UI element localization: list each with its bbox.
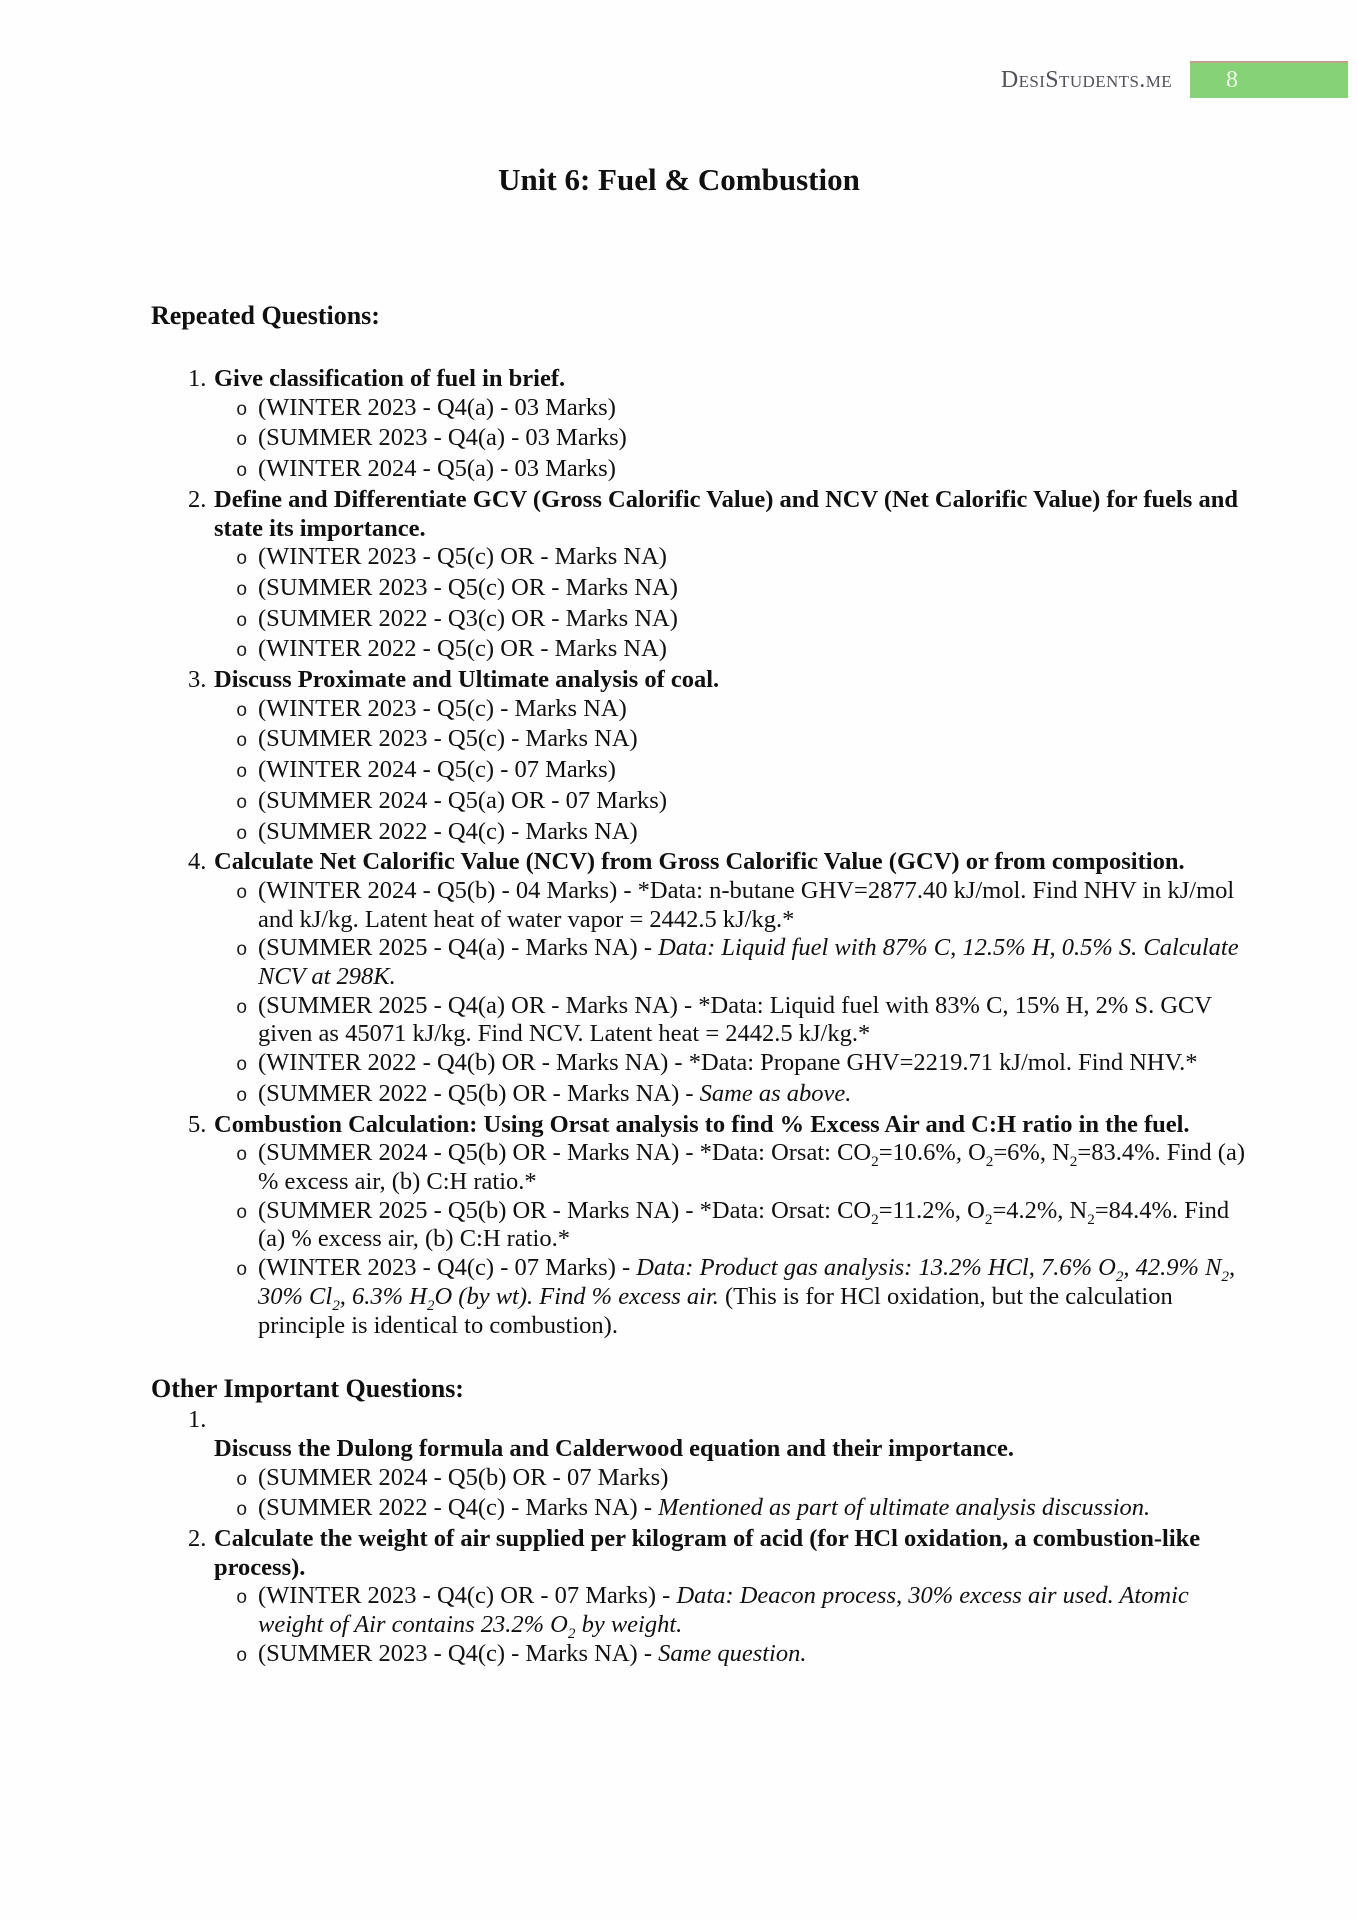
bullet-text-segment: (SUMMER 2023 - Q4(c) - Marks NA) - bbox=[258, 1639, 659, 1667]
bullet-text bbox=[258, 574, 1250, 603]
bullet-text-segment: Mentioned as part of ultimate analysis discussion. bbox=[658, 1494, 1151, 1522]
question-number: 3. bbox=[188, 666, 207, 694]
bullet-text bbox=[258, 543, 1250, 572]
exam-occurrence bbox=[214, 818, 1250, 849]
exam-occurrence bbox=[214, 1080, 1250, 1111]
circle-bullet-icon: o bbox=[236, 460, 248, 483]
bullet-text bbox=[258, 1139, 1250, 1196]
bullet-text-segment: (SUMMER 2022 - Q4(c) - Marks NA) bbox=[258, 817, 638, 845]
question-number: 2. bbox=[188, 1525, 207, 1553]
circle-bullet-icon: o bbox=[236, 1054, 248, 1077]
question-text: Calculate Net Calorific Value (NCV) from Gross Calorific Value (GCV) or from composition. bbox=[214, 848, 1185, 876]
exam-occurrence bbox=[214, 1464, 1250, 1495]
question-section bbox=[0, 300, 1358, 1340]
question-item bbox=[188, 1406, 1250, 1525]
circle-bullet-icon: o bbox=[236, 1499, 248, 1522]
bullet-text-segment: (SUMMER 2025 - Q5(b) OR - Marks NA) - *Data: Orsat: $CO_2=11.2\%$, $O_2=4.2\%$, $N_2=84.4\%$. Find (a) % excess air, (b) C:H ratio.* bbox=[258, 1196, 1230, 1253]
exam-occurrence bbox=[214, 605, 1250, 636]
circle-bullet-icon: o bbox=[236, 881, 248, 904]
bullet-text-segment: (SUMMER 2022 - Q3(c) OR - Marks NA) bbox=[258, 604, 678, 632]
bullet-text-segment: (WINTER 2023 - Q5(c) - Marks NA) bbox=[258, 694, 627, 722]
bullet-text-segment: (SUMMER 2022 - Q5(b) OR - Marks NA) - bbox=[258, 1079, 700, 1107]
exam-occurrence bbox=[214, 574, 1250, 605]
site-name: DesiStudents.me bbox=[1000, 67, 1172, 93]
question-list bbox=[0, 1406, 1358, 1670]
exam-occurrence bbox=[214, 635, 1250, 666]
question-body bbox=[214, 666, 1250, 848]
bullet-text bbox=[258, 635, 1250, 664]
bullet-text bbox=[258, 424, 1250, 453]
question-body bbox=[214, 1111, 1250, 1341]
bullet-text-segment: (SUMMER 2023 - Q4(a) - 03 Marks) bbox=[258, 424, 627, 452]
bullet-text-segment: (SUMMER 2023 - Q5(c) - Marks NA) bbox=[258, 725, 638, 753]
question-number: 1. bbox=[188, 1406, 207, 1434]
bullet-text-segment: (SUMMER 2023 - Q5(c) OR - Marks NA) bbox=[258, 573, 678, 601]
circle-bullet-icon: o bbox=[236, 791, 248, 814]
exam-occurrence bbox=[214, 424, 1250, 455]
question-text: Combustion Calculation: Using Orsat analysis to find % Excess Air and C:H ratio in the fuel. bbox=[214, 1110, 1190, 1138]
bullet-text bbox=[258, 756, 1250, 785]
circle-bullet-icon: o bbox=[236, 429, 248, 452]
question-body bbox=[214, 848, 1250, 1110]
exam-occurrence bbox=[214, 455, 1250, 486]
exam-occurrence bbox=[214, 1139, 1250, 1196]
bullet-text bbox=[258, 877, 1250, 934]
bullet-text bbox=[258, 394, 1250, 423]
bullet-text bbox=[258, 605, 1250, 634]
bullet-text bbox=[258, 1254, 1250, 1340]
circle-bullet-icon: o bbox=[236, 1587, 248, 1610]
bullet-text bbox=[258, 725, 1250, 754]
circle-bullet-icon: o bbox=[236, 1468, 248, 1491]
exam-occurrence bbox=[214, 756, 1250, 787]
bullet-text bbox=[258, 695, 1250, 724]
question-number: 1. bbox=[188, 365, 207, 392]
bullet-text-segment: (SUMMER 2024 - Q5(a) OR - 07 Marks) bbox=[258, 786, 667, 814]
question-item bbox=[188, 1111, 1250, 1341]
exam-occurrence bbox=[214, 1582, 1250, 1643]
question-number: 4. bbox=[188, 848, 207, 876]
question-text: Calculate the weight of air supplied per kilogram of acid (for HCl oxidation, a combustion-like process). bbox=[214, 1525, 1201, 1581]
question-body bbox=[214, 1525, 1250, 1671]
circle-bullet-icon: o bbox=[236, 761, 248, 784]
bullet-text-segment: (WINTER 2023 - Q4(a) - 03 Marks) bbox=[258, 393, 616, 421]
bullet-text bbox=[258, 787, 1250, 816]
bullet-text-segment: (SUMMER 2025 - Q4(a) - Marks NA) - bbox=[258, 934, 659, 962]
exam-occurrence bbox=[214, 787, 1250, 818]
circle-bullet-icon: o bbox=[236, 398, 248, 421]
sections-container bbox=[0, 300, 1358, 1671]
bullet-text-segment: (WINTER 2024 - Q5(b) - 04 Marks) - *Data: n-butane GHV=2877.40 kJ/mol. Find NHV in kJ/mol and kJ/kg. Latent heat of water vapor = 2442.5 kJ/kg.* bbox=[258, 876, 1235, 933]
question-item bbox=[188, 486, 1250, 666]
bullet-text bbox=[258, 1197, 1250, 1254]
bullet-text-segment: (SUMMER 2022 - Q4(c) - Marks NA) - bbox=[258, 1494, 659, 1522]
question-section bbox=[0, 1373, 1358, 1670]
question-text: Discuss the Dulong formula and Calderwood equation and their importance. bbox=[214, 1434, 1014, 1462]
document-title: Unit 6: Fuel & Combustion bbox=[498, 162, 860, 197]
bullet-text-segment: (This is for HCl oxidation, but the calculation principle is identical to combustion). bbox=[258, 1282, 1173, 1339]
question-text: Define and Differentiate GCV (Gross Calorific Value) and NCV (Net Calorific Value) for fuels and state its importance. bbox=[214, 485, 1238, 542]
bullet-text bbox=[258, 1640, 1250, 1669]
exam-occurrence bbox=[214, 934, 1250, 991]
page-number-badge bbox=[1190, 61, 1348, 98]
bullet-text-segment: Data: Deacon process, 30% excess air used. Atomic weight of Air contains 23.2% $O_2$ by weight. bbox=[258, 1582, 1189, 1643]
page-number: 8 bbox=[1226, 67, 1238, 93]
bullet-text bbox=[258, 1582, 1250, 1643]
bullet-text-segment: (WINTER 2022 - Q5(c) OR - Marks NA) bbox=[258, 635, 667, 663]
exam-occurrence bbox=[214, 992, 1250, 1049]
circle-bullet-icon: o bbox=[236, 1144, 248, 1167]
bullet-text-segment: (WINTER 2023 - Q4(c) - 07 Marks) - bbox=[258, 1254, 637, 1282]
circle-bullet-icon: o bbox=[236, 609, 248, 632]
circle-bullet-icon: o bbox=[236, 730, 248, 753]
bullet-text bbox=[258, 455, 1250, 484]
bullet-text-segment: Same as above. bbox=[699, 1079, 852, 1107]
question-item bbox=[188, 1525, 1250, 1671]
question-text: Give classification of fuel in brief. bbox=[214, 365, 566, 392]
circle-bullet-icon: o bbox=[236, 548, 248, 571]
bullet-text-segment: (WINTER 2022 - Q4(b) OR - Marks NA) - *Data: Propane GHV=2219.71 kJ/mol. Find NHV.* bbox=[258, 1049, 1198, 1077]
circle-bullet-icon: o bbox=[236, 1644, 248, 1667]
bullet-text-segment: (WINTER 2024 - Q5(a) - 03 Marks) bbox=[258, 455, 616, 483]
question-list bbox=[0, 365, 1358, 1340]
bullet-text bbox=[258, 1464, 1250, 1493]
question-number: 2. bbox=[188, 485, 207, 513]
circle-bullet-icon: o bbox=[236, 822, 248, 845]
circle-bullet-icon: o bbox=[236, 578, 248, 601]
question-item bbox=[188, 848, 1250, 1110]
bullet-text-segment: (WINTER 2023 - Q5(c) OR - Marks NA) bbox=[258, 543, 667, 571]
bullet-text bbox=[258, 1494, 1250, 1523]
bullet-text-segment: Data: Product gas analysis: 13.2% HCl, 7.6% $O_2$, 42.9% $N_2$, 30% $Cl_2$, 6.3% $H_2O$ (by wt). Find % excess air. bbox=[258, 1254, 1236, 1314]
bullet-text-segment: (WINTER 2023 - Q4(c) OR - 07 Marks) - bbox=[258, 1582, 677, 1610]
exam-occurrence bbox=[214, 725, 1250, 756]
section-heading: Repeated Questions: bbox=[151, 301, 380, 330]
exam-occurrence bbox=[214, 1494, 1250, 1525]
question-number: 5. bbox=[188, 1110, 207, 1138]
question-body bbox=[214, 365, 1250, 486]
circle-bullet-icon: o bbox=[236, 1084, 248, 1107]
circle-bullet-icon: o bbox=[236, 640, 248, 663]
circle-bullet-icon: o bbox=[236, 699, 248, 722]
exam-occurrence bbox=[214, 1640, 1250, 1671]
question-item bbox=[188, 365, 1250, 486]
exam-occurrence bbox=[214, 543, 1250, 574]
bullet-text-segment: (SUMMER 2025 - Q4(a) OR - Marks NA) - *Data: Liquid fuel with 83% C, 15% H, 2% S. GCV given as 45071 kJ/kg. Find NCV. Latent heat = 2442.5 kJ/kg.* bbox=[258, 991, 1212, 1048]
bullet-text-segment: Data: Liquid fuel with 87% C, 12.5% H, 0.5% S. Calculate NCV at 298K. bbox=[258, 934, 1239, 991]
circle-bullet-icon: o bbox=[236, 996, 248, 1019]
exam-occurrence bbox=[214, 1197, 1250, 1254]
question-item bbox=[188, 666, 1250, 848]
exam-occurrence bbox=[214, 695, 1250, 726]
bullet-text bbox=[258, 818, 1250, 847]
bullet-text bbox=[258, 934, 1250, 991]
question-body bbox=[214, 1435, 1250, 1525]
section-heading: Other Important Questions: bbox=[151, 1374, 464, 1404]
exam-occurrence bbox=[214, 1049, 1250, 1080]
question-text: Discuss Proximate and Ultimate analysis of coal. bbox=[214, 666, 720, 694]
bullet-text-segment: (WINTER 2024 - Q5(c) - 07 Marks) bbox=[258, 756, 616, 784]
bullet-text bbox=[258, 1049, 1250, 1078]
bullet-text bbox=[258, 992, 1250, 1049]
bullet-text-segment: Same question. bbox=[658, 1639, 807, 1667]
exam-occurrence bbox=[214, 394, 1250, 425]
question-body bbox=[214, 486, 1250, 666]
circle-bullet-icon: o bbox=[236, 939, 248, 962]
circle-bullet-icon: o bbox=[236, 1259, 248, 1282]
exam-occurrence bbox=[214, 1254, 1250, 1340]
circle-bullet-icon: o bbox=[236, 1201, 248, 1224]
bullet-text bbox=[258, 1080, 1250, 1109]
exam-occurrence bbox=[214, 877, 1250, 934]
bullet-text-segment: (SUMMER 2024 - Q5(b) OR - Marks NA) - *Data: Orsat: $CO_2=10.6\%$, $O_2=6\%$, $N_2=83.4\%$. Find (a) % excess air, (b) C:H ratio.* bbox=[258, 1139, 1245, 1195]
bullet-text-segment: (SUMMER 2024 - Q5(b) OR - 07 Marks) bbox=[258, 1463, 669, 1491]
